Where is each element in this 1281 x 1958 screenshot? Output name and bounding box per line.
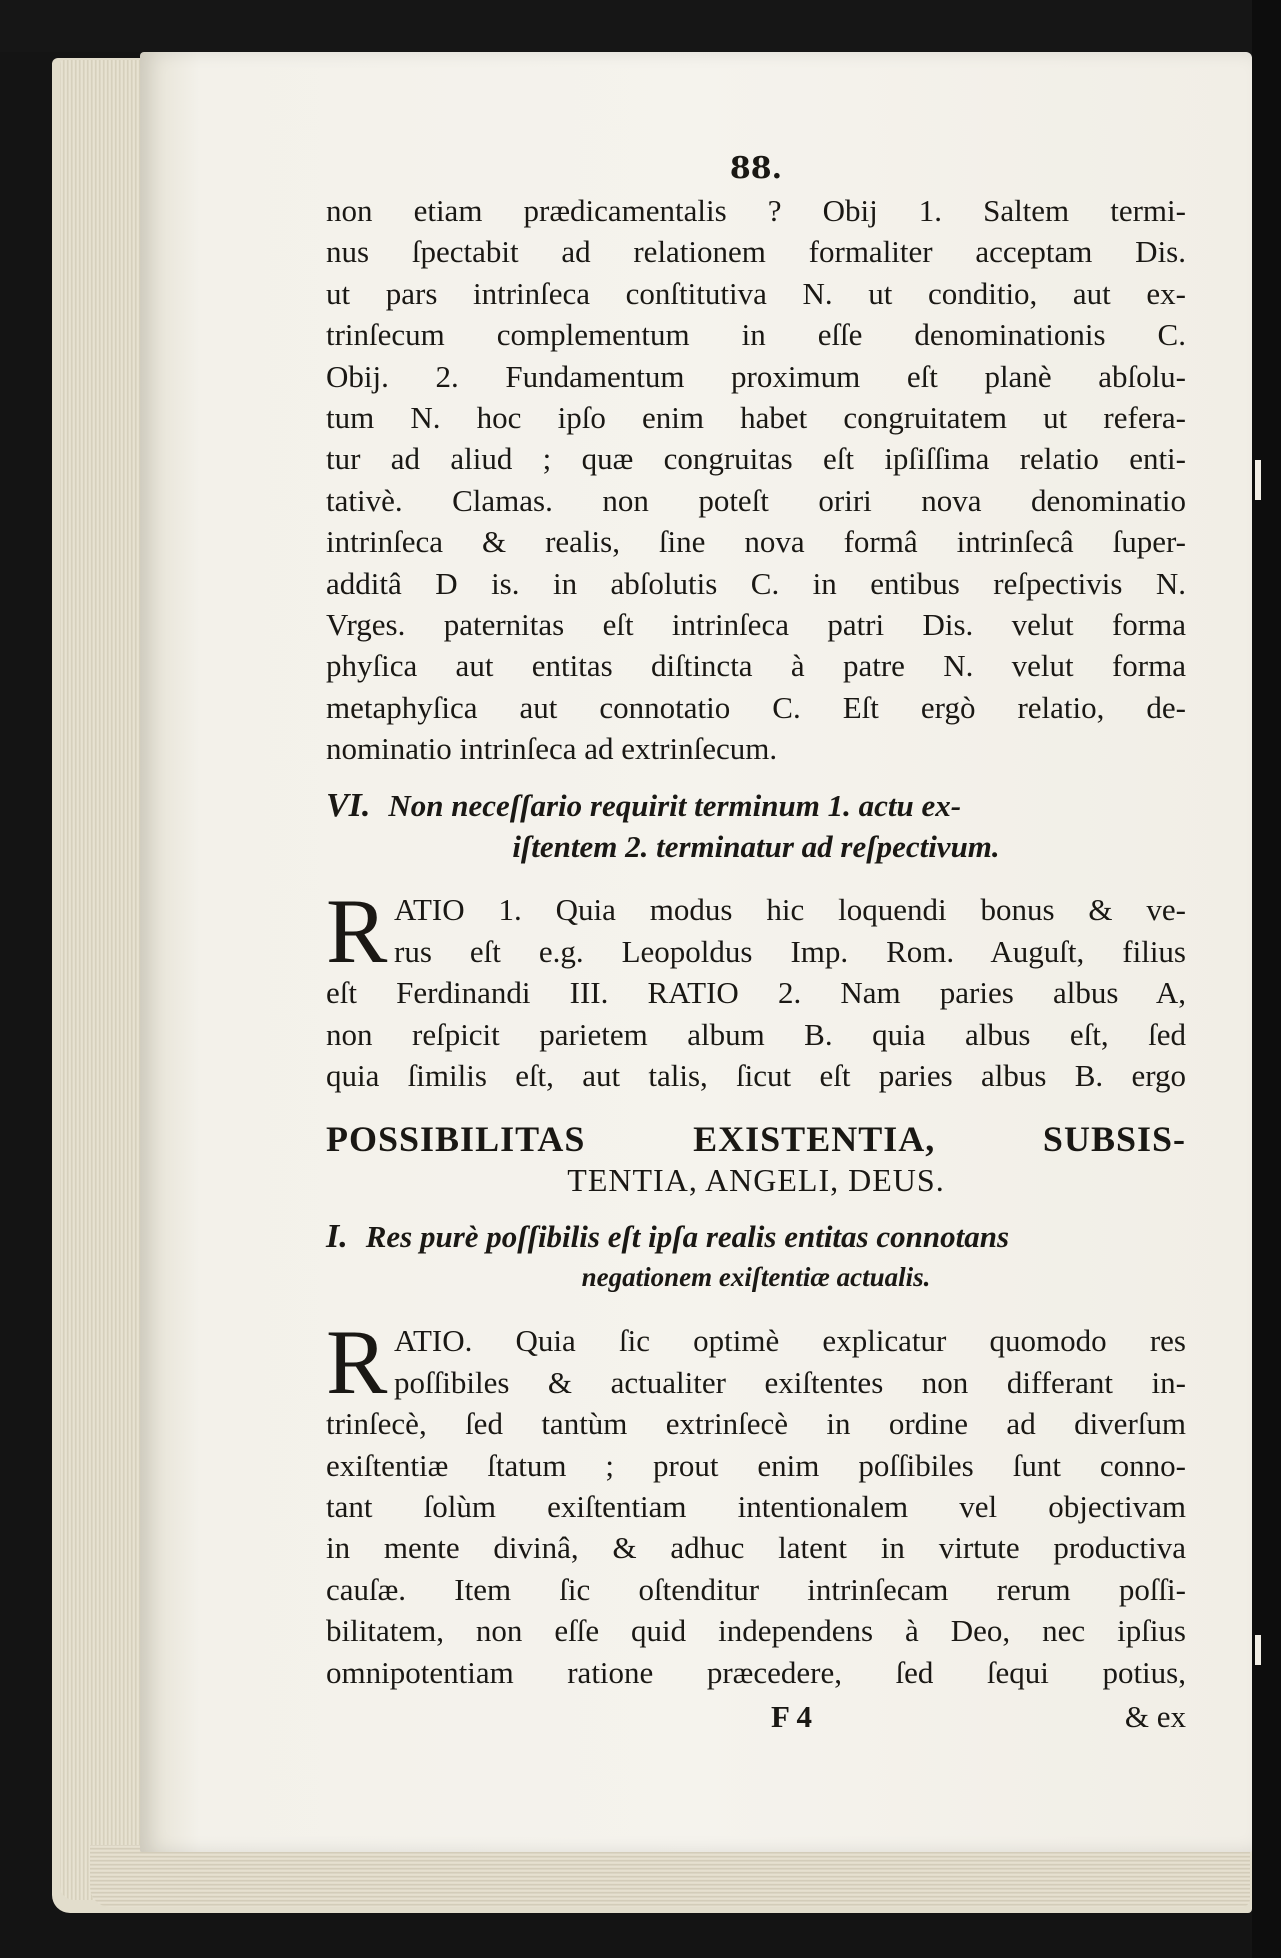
text-line: Vrges. paternitas eſt intrinſeca patri Dis. velut forma xyxy=(326,606,1186,642)
text-line: quia ſimilis eſt, aut talis, ſicut eſt paries albus B. ergo xyxy=(326,1058,1186,1094)
ratio-paragraph xyxy=(326,880,1186,1096)
thesis-heading-i xyxy=(326,1216,1186,1298)
catchword: & ex xyxy=(1124,1698,1186,1734)
thesis-number: VI. xyxy=(326,787,371,825)
section-title xyxy=(326,1118,1186,1200)
thesis-heading-line xyxy=(326,785,1186,826)
drop-cap: R xyxy=(326,880,388,983)
page-footer xyxy=(326,1699,1186,1743)
text-line: metaphyſica aut connotatio C. Eſt ergò relatio, de- xyxy=(326,689,1186,725)
text-line: tum N. hoc ipſo enim habet congruitatem ut refera- xyxy=(326,399,1186,435)
text-line: additâ D is. in abſolutis C. in entibus reſpectivis N. xyxy=(326,565,1186,601)
text-line: ATIO. Quia ſic optimè explicatur quomodo res xyxy=(394,1323,1186,1359)
signature-mark: F 4 xyxy=(771,1698,813,1734)
page-edges-bottom xyxy=(90,1845,1250,1907)
thesis-heading-line: iſtentem 2. terminatur ad reſpectivum. xyxy=(512,829,1000,865)
text-line: nominatio intrinſeca ad extrinſecum. xyxy=(326,731,778,767)
bleed-mark xyxy=(1255,460,1261,500)
text-line: ATIO 1. Quia modus hic loquendi bonus & ve- xyxy=(394,892,1186,928)
bleed-mark xyxy=(1255,1635,1261,1665)
paragraph-top xyxy=(326,190,1186,769)
thesis-heading-line: negationem exiſtentiæ actualis. xyxy=(581,1262,931,1293)
text-line: exiſtentiæ ſtatum ; prout enim poſſibiles ſunt conno- xyxy=(326,1447,1186,1483)
page-number: 88. xyxy=(729,151,783,186)
text-line: non reſpicit parietem album B. quia albus eſt, ſed xyxy=(326,1016,1186,1052)
ratio-paragraph-2 xyxy=(326,1311,1186,1693)
text-line: omnipotentiam ratione præcedere, ſed ſequi potius, xyxy=(326,1654,1186,1690)
section-title-line: POSSIBILITAS EXISTENTIA, SUBSIS- xyxy=(326,1119,1186,1160)
background-top xyxy=(0,0,1281,52)
text-line: Obij. 2. Fundamentum proximum eſt planè abſolu- xyxy=(326,358,1186,394)
thesis-heading-vi xyxy=(326,785,1186,867)
text-line: rus eſt e.g. Leopoldus Imp. Rom. Auguſt, filius xyxy=(394,933,1186,969)
text-line: bilitatem, non eſſe quid independens à Deo, nec ipſius xyxy=(326,1613,1186,1649)
drop-cap: R xyxy=(326,1311,388,1414)
text-line: tur ad aliud ; quæ congruitas eſt ipſiſſima relatio enti- xyxy=(326,441,1186,477)
text-line: trinſecum complementum in eſſe denominationis C. xyxy=(326,317,1186,353)
text-line: trinſecè, ſed tantùm extrinſecè in ordine ad diverſum xyxy=(326,1406,1186,1442)
text-line: tativè. Clamas. non poteſt oriri nova denominatio xyxy=(326,482,1186,518)
text-line: intrinſeca & realis, ſine nova formâ intrinſecâ ſuper- xyxy=(326,524,1186,560)
text-line: ut pars intrinſeca conſtitutiva N. ut conditio, aut ex- xyxy=(326,275,1186,311)
text-line: eſt Ferdinandi III. RATIO 2. Nam paries albus A, xyxy=(326,975,1186,1011)
page-edges-left xyxy=(60,60,140,1900)
text-line: in mente divinâ, & adhuc latent in virtute productiva xyxy=(326,1530,1186,1566)
thesis-text: Non neceſſario requirit terminum 1. actu ex- xyxy=(388,788,962,824)
page-text xyxy=(326,148,1186,1743)
section-title-line: TENTIA, ANGELI, DEUS. xyxy=(567,1162,945,1199)
text-line: phyſica aut entitas diſtincta à patre N. velut forma xyxy=(326,648,1186,684)
thesis-number: I. xyxy=(326,1218,348,1256)
text-line: tant ſolùm exiſtentiam intentionalem vel objectivam xyxy=(326,1488,1186,1524)
text-line: non etiam prædicamentalis ? Obij 1. Saltem termi- xyxy=(326,193,1186,228)
text-line: cauſæ. Item ſic oſtenditur intrinſecam rerum poſſi- xyxy=(326,1571,1186,1607)
thesis-text: Res purè poſſibilis eſt ipſa realis entitas connotans xyxy=(365,1219,1010,1255)
text-line: nus ſpectabit ad relationem formaliter acceptam Dis. xyxy=(326,234,1186,270)
thesis-heading-line xyxy=(326,1216,1186,1257)
text-line: poſſibiles & actualiter exiſtentes non differant in- xyxy=(394,1364,1186,1400)
